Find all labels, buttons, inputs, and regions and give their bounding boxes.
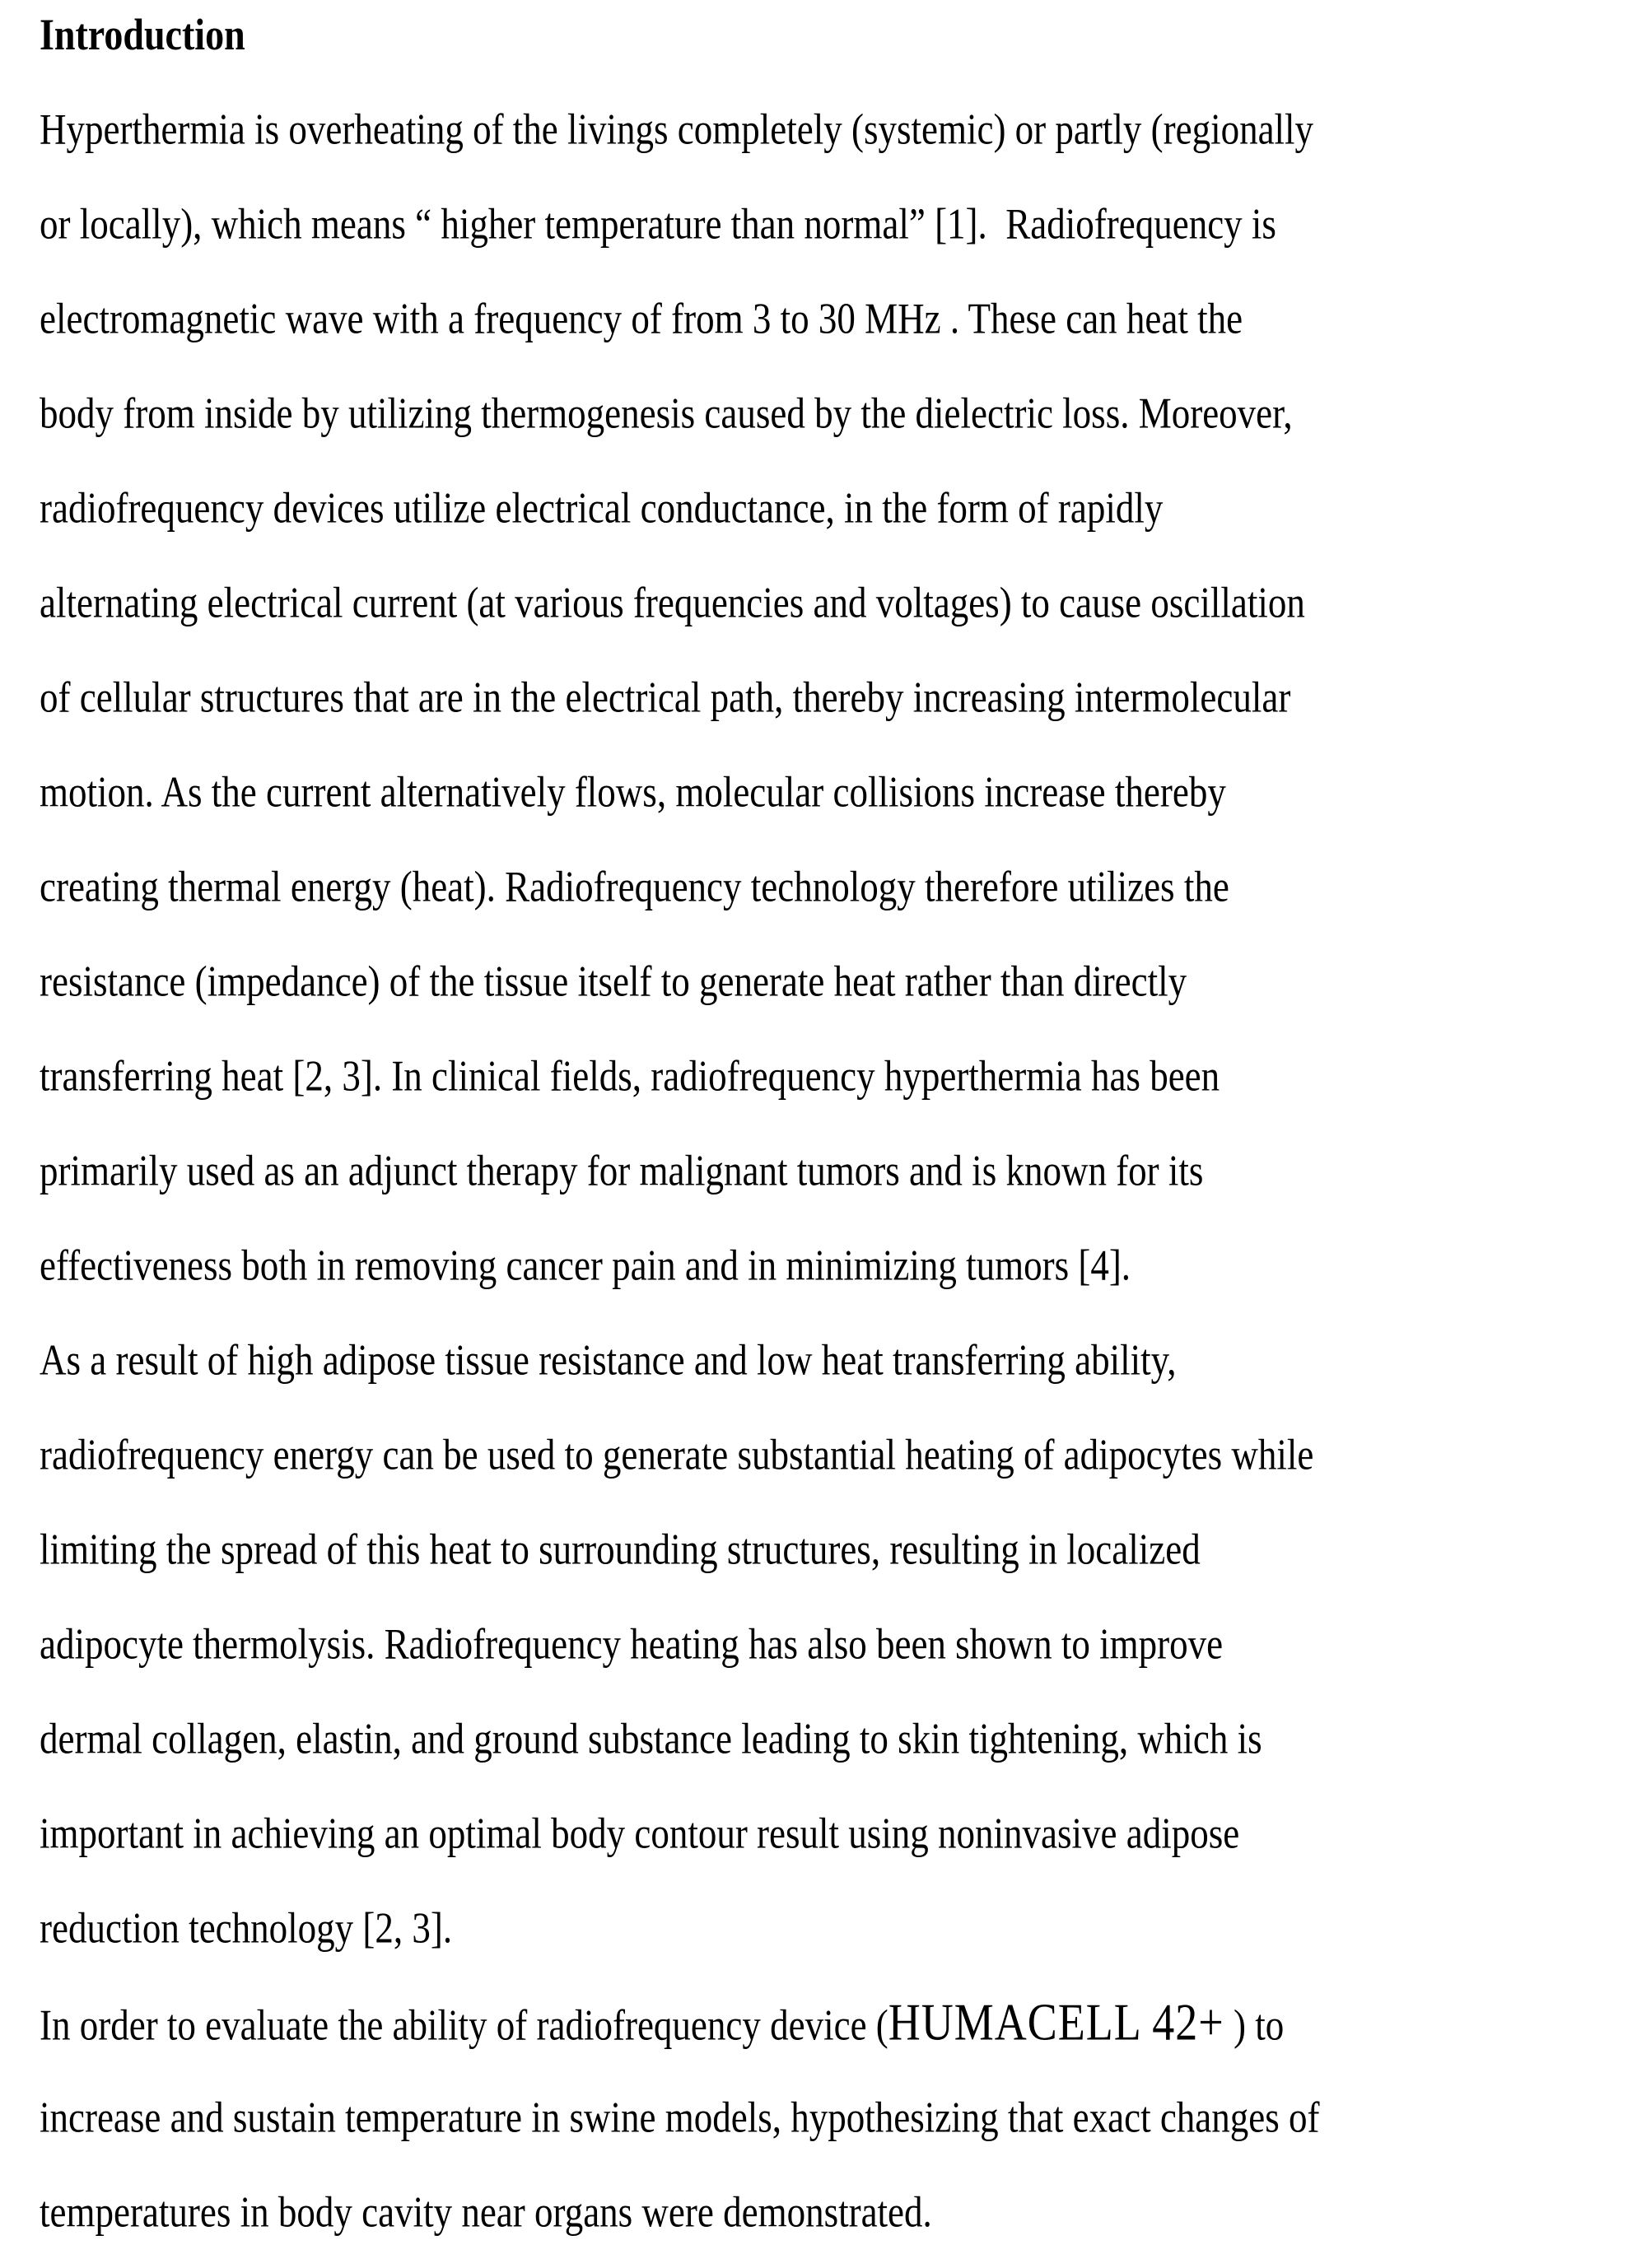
- text-line-content: alternating electrical current (at various frequencies and voltages) to cause oscillation: [40, 578, 1305, 627]
- text-line-content: temperatures in body cavity near organs were demonstrated.: [40, 2187, 932, 2237]
- text-line-content: creating thermal energy (heat). Radiofrequency technology therefore utilizes the: [40, 862, 1229, 911]
- text-line-content: important in achieving an optimal body contour result using noninvasive adipose: [40, 1809, 1240, 1858]
- introduction-heading-text: Introduction: [40, 9, 245, 59]
- text-line-content: resistance (impedance) of the tissue itself to generate heat rather than directly: [40, 957, 1187, 1006]
- text-line-content: effectiveness both in removing cancer pain and in minimizing tumors [4].: [40, 1241, 1131, 1290]
- text-line-content: motion. As the current alternatively flows, molecular collisions increase thereby: [40, 767, 1226, 817]
- text-line-content: electromagnetic wave with a frequency of from 3 to 30 MHz . These can heat the: [40, 294, 1243, 343]
- text-line-content: body from inside by utilizing thermogenesis caused by the dielectric loss. Moreover,: [40, 389, 1293, 438]
- text-line-content: of cellular structures that are in the electrical path, thereby increasing intermolecular: [40, 673, 1291, 722]
- text-line-content: dermal collagen, elastin, and ground substance leading to skin tightening, which is: [40, 1714, 1262, 1763]
- device-sentence-suffix: ) to: [1224, 2000, 1285, 2050]
- text-line: [40, 2170, 1607, 2265]
- section-body: [40, 87, 1607, 2265]
- text-line-content: adipocyte thermolysis. Radiofrequency heating has also been shown to improve: [40, 1619, 1224, 1669]
- text-line-content: or locally), which means “ higher temperature than normal” [1]. Radiofrequency is: [40, 199, 1276, 249]
- text-line-content: primarily used as an adjunct therapy for malignant tumors and is known for its: [40, 1146, 1204, 1195]
- text-line-content: transferring heat [2, 3]. In clinical fields, radiofrequency hyperthermia has been: [40, 1051, 1220, 1101]
- device-name-humacell: HUMACELL 42+: [888, 1992, 1224, 2051]
- introduction-heading: [40, 10, 1607, 66]
- text-line-content: increase and sustain temperature in swine models, hypothesizing that exact changes of: [40, 2093, 1320, 2142]
- text-line-content: limiting the spread of this heat to surrounding structures, resulting in localized: [40, 1525, 1201, 1574]
- device-sentence-prefix: In order to evaluate the ability of radiofrequency device (: [40, 2000, 888, 2050]
- text-line-content: reduction technology [2, 3].: [40, 1903, 453, 1953]
- text-line-content: radiofrequency devices utilize electrical conductance, in the form of rapidly: [40, 483, 1164, 533]
- text-line-content: radiofrequency energy can be used to generate substantial heating of adipocytes while: [40, 1430, 1314, 1479]
- text-line-content: As a result of high adipose tissue resistance and low heat transferring ability,: [40, 1335, 1177, 1385]
- text-line-content: Hyperthermia is overheating of the livings completely (systemic) or partly (regionally: [40, 105, 1314, 154]
